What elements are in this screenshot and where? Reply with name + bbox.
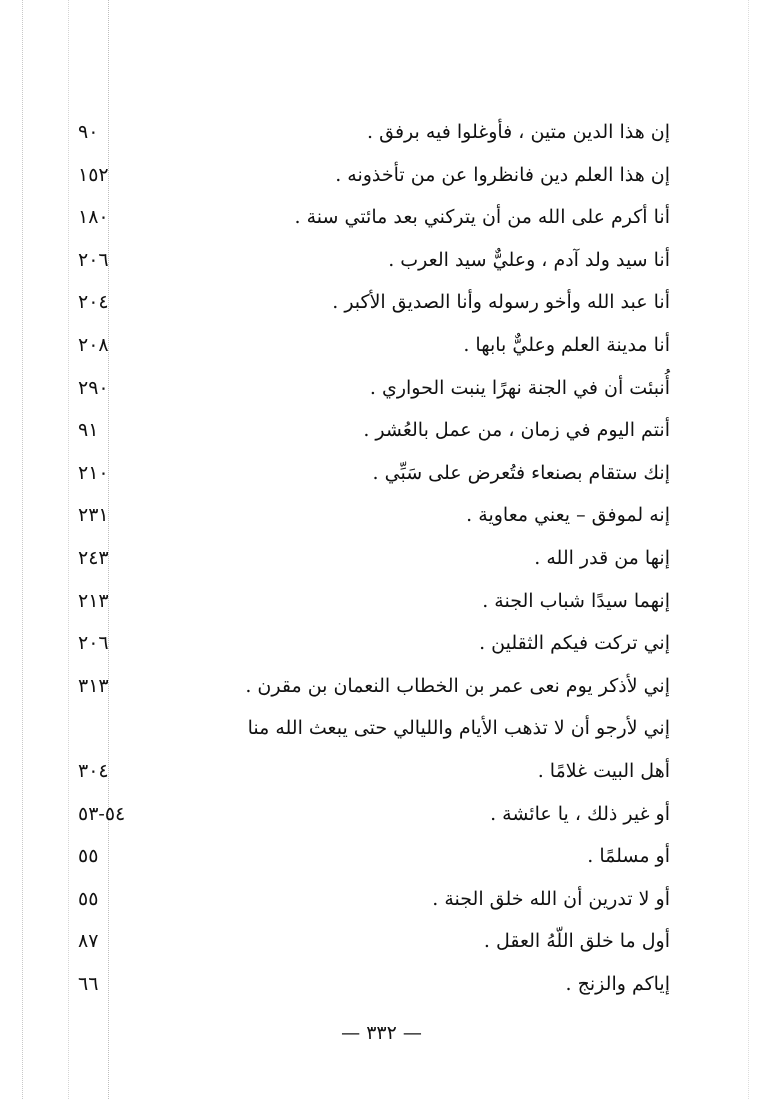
- entry-page-number: ١٥٢: [78, 163, 109, 186]
- entry-text: أو لا تدرين أن الله خلق الجنة .: [432, 887, 670, 910]
- index-entry: [70, 325, 670, 368]
- entry-text: أو غير ذلك ، يا عائشة .: [490, 802, 670, 825]
- index-entry: [70, 453, 670, 496]
- index-entry: [70, 282, 670, 325]
- entry-text: إنه لموفق – يعني معاوية .: [466, 504, 670, 527]
- entry-page-number: ٨٧: [78, 930, 99, 953]
- entry-text: إني لأذكر يوم نعى عمر بن الخطاب النعمان بن مقرن .: [245, 674, 670, 697]
- entry-page-number: ٢١٣: [78, 589, 109, 612]
- entry-page-number: ٢١٠: [78, 461, 109, 484]
- scan-edge-line: [748, 0, 749, 1099]
- scan-edge-line: [68, 0, 69, 1099]
- entry-text: إني تركت فيكم الثقلين .: [479, 632, 670, 655]
- hadith-index-list: [70, 112, 670, 1006]
- entry-page-number: ٥٥: [78, 845, 99, 868]
- entry-page-number: ٣١٣: [78, 674, 109, 697]
- entry-text: أنا مدينة العلم وعليٌّ بابها .: [463, 333, 670, 356]
- index-entry: [70, 155, 670, 198]
- entry-page-number: ٢٩٠: [78, 376, 109, 399]
- index-entry: [70, 368, 670, 411]
- entry-page-number: ٥٤-٥٣: [78, 802, 126, 825]
- index-entry: [70, 879, 670, 922]
- scan-edge-line: [22, 0, 23, 1099]
- entry-page-number: ٢٠٦: [78, 632, 109, 655]
- entry-text: إن هذا الدين متين ، فأوغلوا فيه برفق .: [367, 121, 670, 143]
- entry-text: أول ما خلق اللّهُ العقل .: [483, 930, 670, 953]
- entry-page-number: ٩٠: [78, 121, 99, 143]
- entry-page-number: ٩١: [78, 419, 99, 442]
- entry-page-number: ٢٠٨: [78, 333, 109, 356]
- index-entry: [70, 921, 670, 964]
- entry-text: إنها من قدر الله .: [534, 546, 670, 569]
- index-entry: [70, 112, 670, 155]
- index-entry: [70, 240, 670, 283]
- index-entry: [70, 964, 670, 1007]
- index-entry: [70, 666, 670, 709]
- entry-page-number: ٢٤٣: [78, 546, 109, 569]
- entry-text: أنا سيد ولد آدم ، وعليٌّ سيد العرب .: [388, 248, 670, 271]
- entry-page-number: ٣٠٤: [78, 759, 109, 782]
- index-entry: [70, 708, 670, 751]
- entry-text: إنهما سيدًا شباب الجنة .: [482, 589, 670, 612]
- entry-text: أنا عبد الله وأخو رسوله وأنا الصديق الأكبر .: [332, 291, 670, 314]
- index-entry: [70, 751, 670, 794]
- entry-text: أهل البيت غلامًا .: [537, 759, 670, 782]
- index-entry: [70, 794, 670, 837]
- index-entry: [70, 495, 670, 538]
- index-entry: [70, 623, 670, 666]
- index-entry: [70, 197, 670, 240]
- entry-text: أُنبئت أن في الجنة نهرًا ينبت الحواري .: [369, 376, 670, 399]
- index-entry: [70, 836, 670, 879]
- entry-page-number: ٢٠٤: [78, 291, 109, 314]
- entry-text: أو مسلمًا .: [587, 845, 670, 868]
- entry-text: أنا أكرم على الله من أن يتركني بعد مائتي سنة .: [294, 206, 670, 229]
- entry-text: إن هذا العلم دين فانظروا عن من تأخذونه .: [335, 163, 670, 186]
- entry-page-number: ٥٥: [78, 887, 99, 910]
- entry-text: أنتم اليوم في زمان ، من عمل بالعُشر .: [363, 419, 670, 442]
- entry-text: إياكم والزنج .: [565, 972, 670, 995]
- index-entry: [70, 410, 670, 453]
- entry-text: إنك ستقام بصنعاء فتُعرض على سَبِّي .: [372, 461, 670, 484]
- entry-page-number: ١٨٠: [78, 206, 109, 229]
- index-entry: [70, 581, 670, 624]
- entry-page-number: ٢٠٦: [78, 248, 109, 271]
- index-entry: [70, 538, 670, 581]
- entry-text: إني لأرجو أن لا تذهب الأيام والليالي حتى يبعث الله منا: [247, 717, 670, 740]
- entry-page-number: ٦٦: [78, 972, 99, 995]
- entry-page-number: ٢٣١: [78, 504, 109, 527]
- page-number-footer: — ٣٣٢ —: [341, 1022, 422, 1044]
